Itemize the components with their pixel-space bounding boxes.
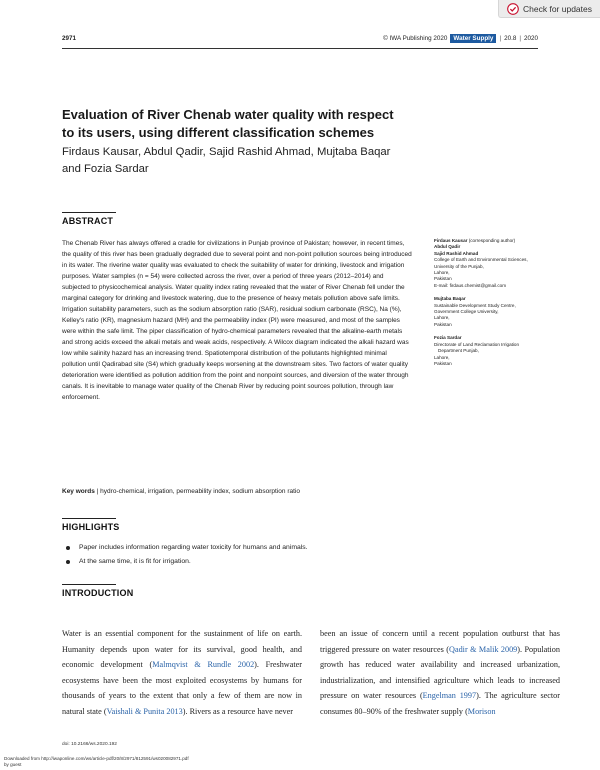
page-number: 2971 bbox=[62, 35, 77, 42]
authors-line-2: and Fozia Sardar bbox=[62, 163, 149, 175]
bullet-icon bbox=[66, 546, 70, 550]
email-link[interactable]: E-mail: firdaus.chemist@gmail.com bbox=[434, 282, 507, 288]
header-year: 2020 bbox=[523, 35, 538, 42]
bullet-icon bbox=[66, 560, 70, 564]
footer-line[interactable]: Downloaded from http://iwaponline.com/ws/article-pdf/20/8/2971/812591/ws020082971.pdf bbox=[4, 756, 189, 761]
citation-link[interactable]: Qadir & Malik 2009 bbox=[449, 644, 518, 654]
abstract-rule bbox=[62, 212, 116, 213]
intro-paragraph-left bbox=[62, 626, 302, 720]
body-text: Water is an essential component for the sustainment of life on earth. Humanity depends upon water for its survival, good health, and economic development ( bbox=[62, 629, 302, 670]
author-name: Sajid Rashid Ahmad bbox=[434, 250, 479, 256]
body-text: ). Rivers as a resource have never bbox=[182, 706, 294, 716]
affiliation-line: Lahore, bbox=[434, 270, 450, 276]
affiliation-line: Department Punjab, bbox=[438, 348, 479, 354]
affiliation-line: College of Earth and Environmental Sciences, bbox=[434, 257, 528, 263]
title-line-2: to its users, using different classification schemes bbox=[62, 125, 375, 140]
copyright-text: © IWA Publishing 2020 bbox=[383, 35, 448, 42]
volume-issue: 20.8 bbox=[504, 35, 517, 42]
affiliations-sidebar bbox=[434, 238, 544, 374]
affiliation-block-2 bbox=[434, 296, 544, 328]
keywords-label: Key words bbox=[62, 488, 95, 495]
abstract-heading: ABSTRACT bbox=[62, 216, 114, 226]
header-rule bbox=[62, 48, 538, 49]
affiliation-block-3 bbox=[434, 335, 544, 367]
body-text: ). The agriculture sector consumes 80–90% of the freshwater supply ( bbox=[320, 691, 560, 716]
introduction-heading: INTRODUCTION bbox=[62, 588, 134, 598]
intro-column-left bbox=[62, 626, 302, 720]
citation-link[interactable]: Morison bbox=[467, 706, 496, 716]
author-name: Firdaus Kausar bbox=[434, 238, 468, 243]
affiliation-line: Pakistan bbox=[434, 276, 452, 282]
author-list bbox=[62, 144, 462, 178]
affiliation-line: Pakistan bbox=[434, 321, 452, 327]
keywords-list: | hydro-chemical, irrigation, permeability index, sodium absorption ratio bbox=[96, 488, 300, 495]
running-header bbox=[62, 34, 538, 46]
affiliation-line: Pakistan bbox=[434, 360, 452, 366]
corresponding-note: (corresponding author) bbox=[467, 238, 516, 243]
highlight-text: At the same time, it is fit for irrigation. bbox=[79, 558, 191, 565]
header-citation bbox=[383, 34, 538, 43]
separator: | bbox=[499, 35, 502, 42]
highlight-item bbox=[66, 544, 308, 551]
check-for-updates-label: Check for updates bbox=[523, 3, 592, 14]
abstract-text bbox=[62, 238, 412, 403]
highlight-text: Paper includes information regarding water toxicity for humans and animals. bbox=[79, 544, 308, 551]
author-name: Mujtaba Baqar bbox=[434, 296, 466, 302]
authors-line-1: Firdaus Kausar, Abdul Qadir, Sajid Rashid Ahmad, Mujtaba Baqar bbox=[62, 146, 391, 158]
body-text: ). Freshwater ecosystems have been the most exploited ecosystems by humans for thousands of years to the extent that only a few of them are now in natural state ( bbox=[62, 660, 302, 716]
affiliation-block-1 bbox=[434, 238, 544, 289]
highlight-item bbox=[66, 558, 191, 565]
body-text: ). Population growth has reduced water availability and increased urbanization, industrialization, and intensified agriculture which leads to increased pressure on water resources ( bbox=[320, 644, 560, 701]
affiliation-line: Lahore, bbox=[434, 354, 450, 360]
highlights-heading: HIGHLIGHTS bbox=[62, 522, 120, 532]
title-line-1: Evaluation of River Chenab water quality with respect bbox=[62, 107, 394, 122]
intro-paragraph-right bbox=[320, 626, 560, 720]
abstract-paragraph: The Chenab River has always offered a cradle for civilizations in Punjab province of Pakistan; however, in recent times, the quality of this river has been gradually degraded due to several point and non-point pollution sources being introduced in its water. The riverine water quality was evaluated to check the suitability of water for drinking, livestock and irrigation purposes. Water samples (n = 54) were collected across the river, over a period of three years (2012–2014) and subjected to physicochemical analysis. Water quality index rating revealed that the water of River Chenab fell under the marginal category for drinking and livestock watering, due to the presence of heavy metals pollution above safe limits. Irrigation suitability parameters, such as the sodium absorption ratio (SAR), residual sodium carbonate (RSC), Na (%), Kelley's ratio (KR), magnesium hazard (MH) and the permeability index (PI) were measured, and most of the samples were within the safe limit. The piper classification of hydro-chemical parameters revealed that the alkaline-earth metals and strong acids exceed the alkali metals and weak acids, respectively. A Wilcox diagram indicated the alkali hazard was low while salinity hazard has an increasing trend. Spatiotemporal distribution of the pollutants highlighted minimal pollution until Qadirabad site (S4) which gradually keeps worsening at the downstream sites. Two factors of water quality deterioration were identified as pollution addition from the point and nonpoint sources, and diversion of the water through canals. It is inevitable to manage water quality of the Chenab River by reducing point sources pollution, through law enforcement. bbox=[62, 240, 412, 401]
affiliation-line: Directorate of Land Reclamation Irrigation bbox=[434, 341, 520, 347]
citation-link[interactable]: Engelman 1997 bbox=[422, 691, 477, 701]
citation-link[interactable]: Vaishali & Punita 2013 bbox=[106, 706, 183, 716]
journal-name[interactable]: Water Supply bbox=[450, 34, 496, 43]
body-text: been an issue of concern until a recent population outburst that has triggered pressure on water resources ( bbox=[320, 629, 560, 654]
footer-line: by guest bbox=[4, 762, 22, 767]
highlights-rule bbox=[62, 518, 116, 519]
affiliation-line: Lahore, bbox=[434, 315, 450, 321]
affiliation-line: University of the Punjab, bbox=[434, 263, 484, 269]
citation-link[interactable]: Malmqvist & Rundle 2002 bbox=[152, 660, 255, 670]
download-footer bbox=[4, 756, 189, 768]
separator: | bbox=[519, 35, 521, 42]
check-for-updates-icon bbox=[507, 3, 519, 15]
affiliation-line: Government College University, bbox=[434, 309, 499, 315]
author-name: Fozia Sardar bbox=[434, 335, 462, 341]
author-name: Abdul Qadir bbox=[434, 244, 461, 250]
doi-text[interactable]: doi: 10.2166/ws.2020.192 bbox=[62, 742, 117, 747]
affiliation-line: Sustainable Development Study Centre, bbox=[434, 302, 516, 308]
check-for-updates-badge[interactable] bbox=[498, 0, 600, 18]
intro-column-right bbox=[320, 626, 560, 720]
keywords bbox=[62, 488, 412, 495]
introduction-rule bbox=[62, 584, 116, 585]
article-title bbox=[62, 106, 462, 142]
